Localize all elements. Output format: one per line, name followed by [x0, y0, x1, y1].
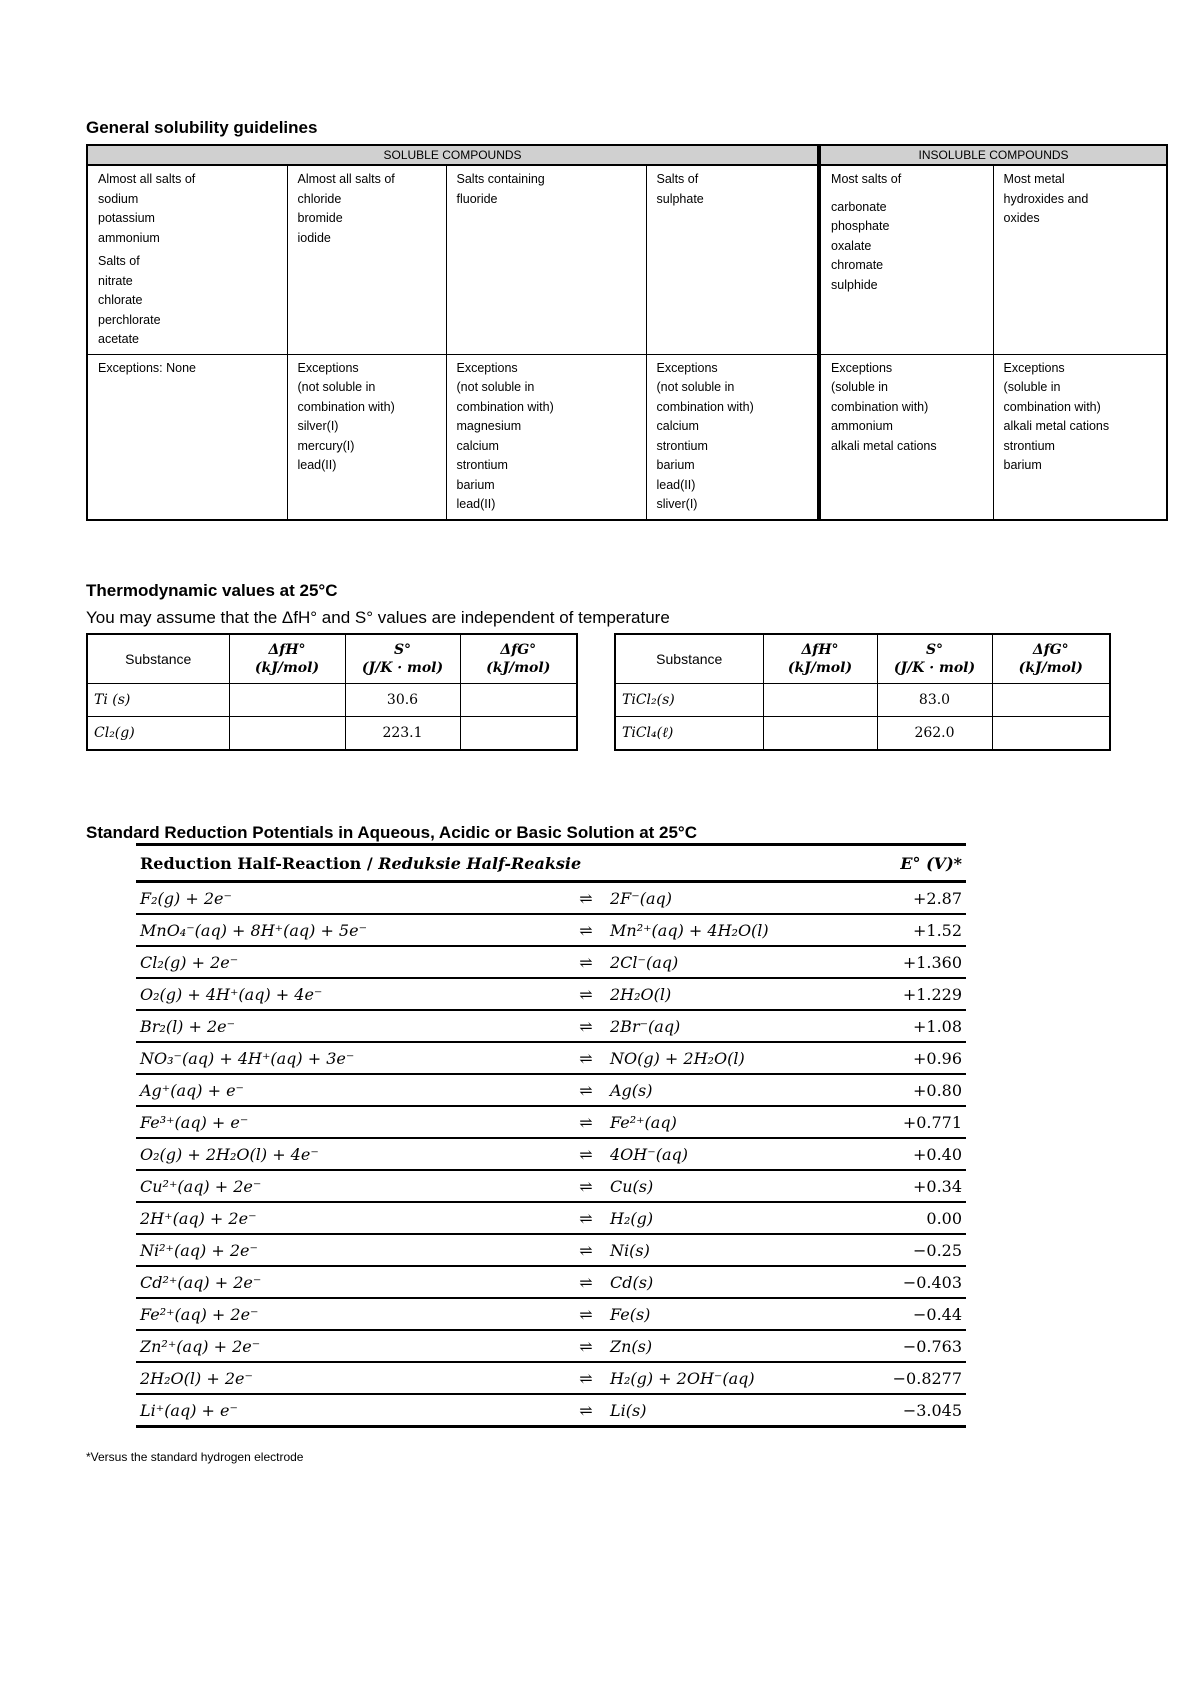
reaction-rhs: H₂(g)	[606, 1202, 846, 1234]
equilibrium-arrow-icon: ⇌	[566, 1170, 606, 1202]
equilibrium-arrow-icon: ⇌	[566, 1042, 606, 1074]
equilibrium-arrow-icon: ⇌	[566, 1202, 606, 1234]
reduction-title: Standard Reduction Potentials in Aqueous, Acidic or Basic Solution at 25°C	[86, 823, 698, 842]
sol-col-3-exceptions: Exceptions (not soluble in combination with) magnesium calcium strontium barium lead(II)	[446, 354, 646, 520]
reduction-row	[136, 1138, 966, 1170]
reaction-lhs: Li⁺(aq) + e⁻	[136, 1394, 566, 1427]
reduction-row	[136, 1394, 966, 1427]
reaction-lhs: Cd²⁺(aq) + 2e⁻	[136, 1266, 566, 1298]
reaction-rhs: Ag(s)	[606, 1074, 846, 1106]
reaction-lhs: O₂(g) + 4H⁺(aq) + 4e⁻	[136, 978, 566, 1010]
reaction-lhs: Zn²⁺(aq) + 2e⁻	[136, 1330, 566, 1362]
thermo-header-substance: Substance	[87, 634, 229, 684]
sol-col-2-main: Almost all salts of chloride bromide iodide	[287, 165, 446, 354]
equilibrium-arrow-icon: ⇌	[566, 1394, 606, 1427]
reduction-row	[136, 914, 966, 946]
reaction-lhs: 2H⁺(aq) + 2e⁻	[136, 1202, 566, 1234]
reaction-rhs: Cu(s)	[606, 1170, 846, 1202]
reaction-lhs: Cu²⁺(aq) + 2e⁻	[136, 1170, 566, 1202]
reaction-rhs: 4OH⁻(aq)	[606, 1138, 846, 1170]
sol-col-5-main: Most salts of carbonate phosphate oxalate chromate sulphide	[819, 165, 993, 354]
reduction-row	[136, 1042, 966, 1074]
sol-col-5-exceptions: Exceptions (soluble in combination with) ammonium alkali metal cations	[819, 354, 993, 520]
reaction-lhs: Ag⁺(aq) + e⁻	[136, 1074, 566, 1106]
potential-value: +0.40	[846, 1138, 966, 1170]
reaction-lhs: Fe²⁺(aq) + 2e⁻	[136, 1298, 566, 1330]
potential-value: −3.045	[846, 1394, 966, 1427]
insoluble-header: INSOLUBLE COMPOUNDS	[819, 145, 1167, 165]
reaction-rhs: 2Cl⁻(aq)	[606, 946, 846, 978]
reaction-lhs: Br₂(l) + 2e⁻	[136, 1010, 566, 1042]
reaction-lhs: 2H₂O(l) + 2e⁻	[136, 1362, 566, 1394]
potential-value: +1.52	[846, 914, 966, 946]
reduction-footnote: *Versus the standard hydrogen electrode	[86, 1450, 304, 1464]
equilibrium-arrow-icon: ⇌	[566, 1074, 606, 1106]
potential-value: −0.25	[846, 1234, 966, 1266]
reduction-row	[136, 1298, 966, 1330]
sol-col-4-exceptions: Exceptions (not soluble in combination with) calcium strontium barium lead(II) sliver(I)	[646, 354, 819, 520]
equilibrium-arrow-icon: ⇌	[566, 1298, 606, 1330]
table-row: Cl₂(g) 223.1	[87, 717, 577, 751]
potential-value: +1.08	[846, 1010, 966, 1042]
potential-value: +1.229	[846, 978, 966, 1010]
sol-col-1-main: Almost all salts of sodium potassium ammonium Salts of nitrate chlorate perchlorate acetate	[87, 165, 287, 354]
reduction-row	[136, 1106, 966, 1138]
equilibrium-arrow-icon: ⇌	[566, 882, 606, 915]
equilibrium-arrow-icon: ⇌	[566, 1362, 606, 1394]
equilibrium-arrow-icon: ⇌	[566, 978, 606, 1010]
reaction-rhs: Fe(s)	[606, 1298, 846, 1330]
potential-value: +1.360	[846, 946, 966, 978]
reaction-rhs: 2F⁻(aq)	[606, 882, 846, 915]
equilibrium-arrow-icon: ⇌	[566, 1234, 606, 1266]
table-row: Ti (s) 30.6	[87, 684, 577, 717]
reduction-row	[136, 978, 966, 1010]
solubility-table	[86, 144, 1168, 521]
reduction-row	[136, 1266, 966, 1298]
reaction-rhs: 2Br⁻(aq)	[606, 1010, 846, 1042]
potential-value: −0.8277	[846, 1362, 966, 1394]
potential-value: +0.96	[846, 1042, 966, 1074]
reaction-lhs: NO₃⁻(aq) + 4H⁺(aq) + 3e⁻	[136, 1042, 566, 1074]
reaction-lhs: F₂(g) + 2e⁻	[136, 882, 566, 915]
reduction-header-left: Reduction Half-Reaction / Reduksie Half-Reaksie	[136, 845, 846, 882]
reduction-row	[136, 882, 966, 915]
potential-value: −0.44	[846, 1298, 966, 1330]
reaction-rhs: H₂(g) + 2OH⁻(aq)	[606, 1362, 846, 1394]
solubility-title: General solubility guidelines	[86, 118, 318, 137]
thermo-header-dh: ΔfH° (kJ/mol)	[229, 634, 345, 684]
thermo-table-left	[86, 633, 578, 751]
reduction-header-right: E° (V)*	[846, 845, 966, 882]
potential-value: +2.87	[846, 882, 966, 915]
table-row: TiCl₂(s) 83.0	[615, 684, 1110, 717]
potential-value: −0.763	[846, 1330, 966, 1362]
thermo-subtitle: You may assume that the ΔfH° and S° values are independent of temperature	[86, 608, 670, 627]
equilibrium-arrow-icon: ⇌	[566, 1138, 606, 1170]
potential-value: +0.771	[846, 1106, 966, 1138]
reaction-rhs: Ni(s)	[606, 1234, 846, 1266]
reaction-rhs: 2H₂O(l)	[606, 978, 846, 1010]
reduction-row	[136, 1330, 966, 1362]
potential-value: +0.34	[846, 1170, 966, 1202]
equilibrium-arrow-icon: ⇌	[566, 1106, 606, 1138]
reaction-lhs: MnO₄⁻(aq) + 8H⁺(aq) + 5e⁻	[136, 914, 566, 946]
reaction-lhs: Ni²⁺(aq) + 2e⁻	[136, 1234, 566, 1266]
sol-col-6-exceptions: Exceptions (soluble in combination with) alkali metal cations strontium barium	[993, 354, 1167, 520]
reduction-row	[136, 1362, 966, 1394]
reduction-table	[136, 843, 966, 1428]
sol-col-3-main: Salts containing fluoride	[446, 165, 646, 354]
soluble-header: SOLUBLE COMPOUNDS	[87, 145, 819, 165]
potential-value: 0.00	[846, 1202, 966, 1234]
reaction-rhs: Mn²⁺(aq) + 4H₂O(l)	[606, 914, 846, 946]
sol-col-4-main: Salts of sulphate	[646, 165, 819, 354]
equilibrium-arrow-icon: ⇌	[566, 1010, 606, 1042]
reduction-row	[136, 1074, 966, 1106]
thermo-header-s: S° (J/K · mol)	[345, 634, 460, 684]
thermo-title: Thermodynamic values at 25°C	[86, 581, 338, 600]
reaction-rhs: NO(g) + 2H₂O(l)	[606, 1042, 846, 1074]
sol-col-2-exceptions: Exceptions (not soluble in combination with) silver(I) mercury(I) lead(II)	[287, 354, 446, 520]
equilibrium-arrow-icon: ⇌	[566, 914, 606, 946]
reaction-rhs: Li(s)	[606, 1394, 846, 1427]
thermo-header-dg: ΔfG° (kJ/mol)	[460, 634, 577, 684]
equilibrium-arrow-icon: ⇌	[566, 1266, 606, 1298]
sol-col-6-main: Most metal hydroxides and oxides	[993, 165, 1167, 354]
reaction-rhs: Cd(s)	[606, 1266, 846, 1298]
thermo-table-right: Substance ΔfH° (kJ/mol) S° (J/K · mol) ΔfG° (kJ/mol) TiCl₂(s) 83.0 TiCl₄(ℓ) 262.0	[614, 633, 1111, 751]
reduction-row	[136, 1202, 966, 1234]
reduction-row	[136, 946, 966, 978]
table-row: TiCl₄(ℓ) 262.0	[615, 717, 1110, 751]
sol-col-1-exceptions: Exceptions: None	[87, 354, 287, 520]
potential-value: +0.80	[846, 1074, 966, 1106]
reaction-rhs: Zn(s)	[606, 1330, 846, 1362]
reduction-row	[136, 1234, 966, 1266]
reaction-lhs: O₂(g) + 2H₂O(l) + 4e⁻	[136, 1138, 566, 1170]
reduction-row	[136, 1010, 966, 1042]
equilibrium-arrow-icon: ⇌	[566, 946, 606, 978]
reaction-rhs: Fe²⁺(aq)	[606, 1106, 846, 1138]
reduction-row	[136, 1170, 966, 1202]
reaction-lhs: Cl₂(g) + 2e⁻	[136, 946, 566, 978]
equilibrium-arrow-icon: ⇌	[566, 1330, 606, 1362]
reaction-lhs: Fe³⁺(aq) + e⁻	[136, 1106, 566, 1138]
potential-value: −0.403	[846, 1266, 966, 1298]
